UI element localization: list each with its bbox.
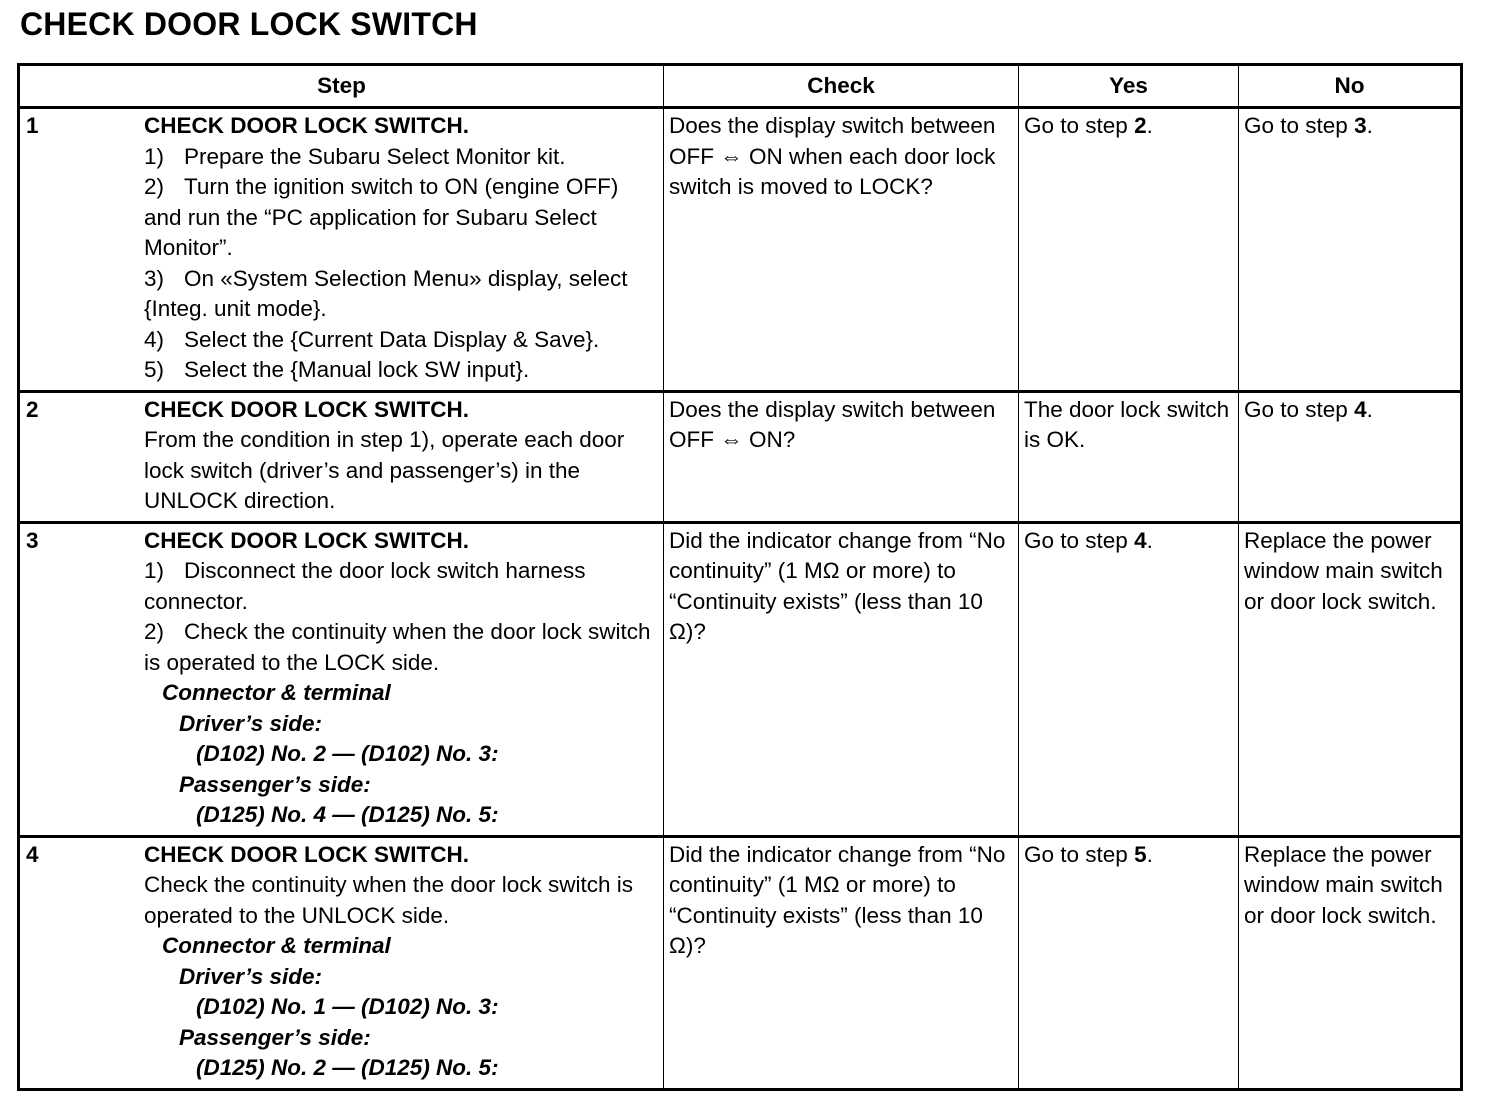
step-description: Check the continuity when the door lock switch is operated to the UNLOCK side.	[144, 872, 633, 928]
step-heading: CHECK DOOR LOCK SWITCH.	[144, 396, 469, 422]
yes-cell	[1019, 522, 1239, 836]
substep	[144, 172, 654, 264]
check-cell: Did the indicator change from “No continuity” (1 MΩ or more) to “Continuity exists” (less than 10 Ω)?	[664, 522, 1019, 836]
yes-prefix: Go to step	[1024, 841, 1135, 867]
yes-cell	[1019, 836, 1239, 1089]
driver-side-label: Driver’s side:	[179, 710, 322, 736]
connector-terminal-label: Connector & terminal	[162, 680, 391, 705]
step-body	[144, 395, 654, 517]
yes-cell: The door lock switch is OK.	[1019, 391, 1239, 522]
check-cell: Does the display switch between OFF ⇔ ON when each door lock switch is moved to LOCK?	[664, 108, 1019, 392]
yes-suffix: .	[1146, 527, 1153, 553]
yes-prefix: Go to step	[1024, 527, 1135, 553]
no-cell	[1239, 108, 1462, 392]
step-number: 2	[26, 396, 39, 422]
substep-number: 2)	[144, 174, 165, 199]
substep-number: 3)	[144, 265, 165, 291]
substep-text: Disconnect the door lock switch harness connector.	[144, 558, 586, 614]
passenger-side-label: Passenger’s side:	[179, 771, 371, 797]
yes-step-ref: 2	[1134, 113, 1147, 138]
header-yes: Yes	[1019, 65, 1239, 108]
substep-text: Check the continuity when the door lock switch is operated to the LOCK side.	[144, 619, 651, 675]
passenger-side-label: Passenger’s side:	[179, 1024, 371, 1050]
driver-side-terminals: (D102) No. 1 — (D102) No. 3:	[196, 994, 499, 1019]
substep-text: Select the {Current Data Display & Save}.	[184, 326, 600, 352]
substep-text: Turn the ignition switch to ON (engine OFF) and run the “PC application for Subaru Select Monitor”.	[144, 174, 619, 260]
step-number: 4	[26, 841, 39, 867]
substep-number: 1)	[144, 558, 165, 583]
step-body	[144, 840, 654, 1084]
substep	[144, 617, 654, 678]
substep-number: 4)	[144, 326, 165, 352]
no-cell	[1239, 391, 1462, 522]
no-step-ref: 3	[1354, 113, 1367, 138]
substep	[144, 355, 654, 386]
driver-side-label: Driver’s side:	[179, 963, 322, 989]
header-step: Step	[19, 65, 664, 108]
no-prefix: Go to step	[1244, 396, 1355, 422]
substep	[144, 142, 654, 173]
substep	[144, 325, 654, 356]
connector-terminal-label: Connector & terminal	[162, 933, 391, 958]
no-suffix: .	[1366, 113, 1373, 138]
substep-text: Select the {Manual lock SW input}.	[184, 357, 530, 382]
step-number: 3	[26, 527, 39, 553]
header-check: Check	[664, 65, 1019, 108]
step-heading: CHECK DOOR LOCK SWITCH.	[144, 841, 469, 867]
no-prefix: Go to step	[1244, 113, 1355, 138]
passenger-side-terminals: (D125) No. 2 — (D125) No. 5:	[196, 1055, 499, 1080]
step-cell	[19, 391, 664, 522]
substep-number: 2)	[144, 619, 165, 644]
table-row	[19, 108, 1462, 392]
page-title: CHECK DOOR LOCK SWITCH	[20, 6, 478, 42]
step-cell	[19, 522, 664, 836]
substep	[144, 264, 654, 325]
no-cell: Replace the power window main switch or door lock switch.	[1239, 522, 1462, 836]
driver-side-terminals: (D102) No. 2 — (D102) No. 3:	[196, 741, 499, 766]
substep-text: Prepare the Subaru Select Monitor kit.	[184, 143, 566, 169]
table-header-row	[19, 65, 1462, 108]
step-cell	[19, 108, 664, 392]
step-number: 1	[26, 113, 39, 138]
header-no: No	[1239, 65, 1462, 108]
table-row	[19, 836, 1462, 1089]
table-row	[19, 391, 1462, 522]
check-cell: Did the indicator change from “No continuity” (1 MΩ or more) to “Continuity exists” (less than 10 Ω)?	[664, 836, 1019, 1089]
substep-number: 5)	[144, 357, 165, 382]
step-body	[144, 526, 654, 831]
passenger-side-terminals: (D125) No. 4 — (D125) No. 5:	[196, 802, 499, 827]
yes-suffix: .	[1146, 113, 1153, 138]
yes-step-ref: 5	[1134, 841, 1147, 867]
no-step-ref: 4	[1354, 396, 1367, 422]
table-row	[19, 522, 1462, 836]
yes-cell	[1019, 108, 1239, 392]
diagnostic-table	[17, 63, 1463, 1091]
step-description: From the condition in step 1), operate each door lock switch (driver’s and passenger’s) in the UNLOCK direction.	[144, 427, 625, 513]
substep	[144, 556, 654, 617]
step-heading: CHECK DOOR LOCK SWITCH.	[144, 113, 469, 138]
substep-text: On «System Selection Menu» display, select {Integ. unit mode}.	[144, 265, 628, 321]
step-body	[144, 111, 654, 386]
yes-step-ref: 4	[1134, 527, 1147, 553]
check-cell: Does the display switch between OFF ⇔ ON?	[664, 391, 1019, 522]
yes-suffix: .	[1146, 841, 1153, 867]
no-cell: Replace the power window main switch or door lock switch.	[1239, 836, 1462, 1089]
step-cell	[19, 836, 664, 1089]
step-heading: CHECK DOOR LOCK SWITCH.	[144, 527, 469, 553]
no-suffix: .	[1366, 396, 1373, 422]
substep-number: 1)	[144, 143, 165, 169]
yes-prefix: Go to step	[1024, 113, 1135, 138]
